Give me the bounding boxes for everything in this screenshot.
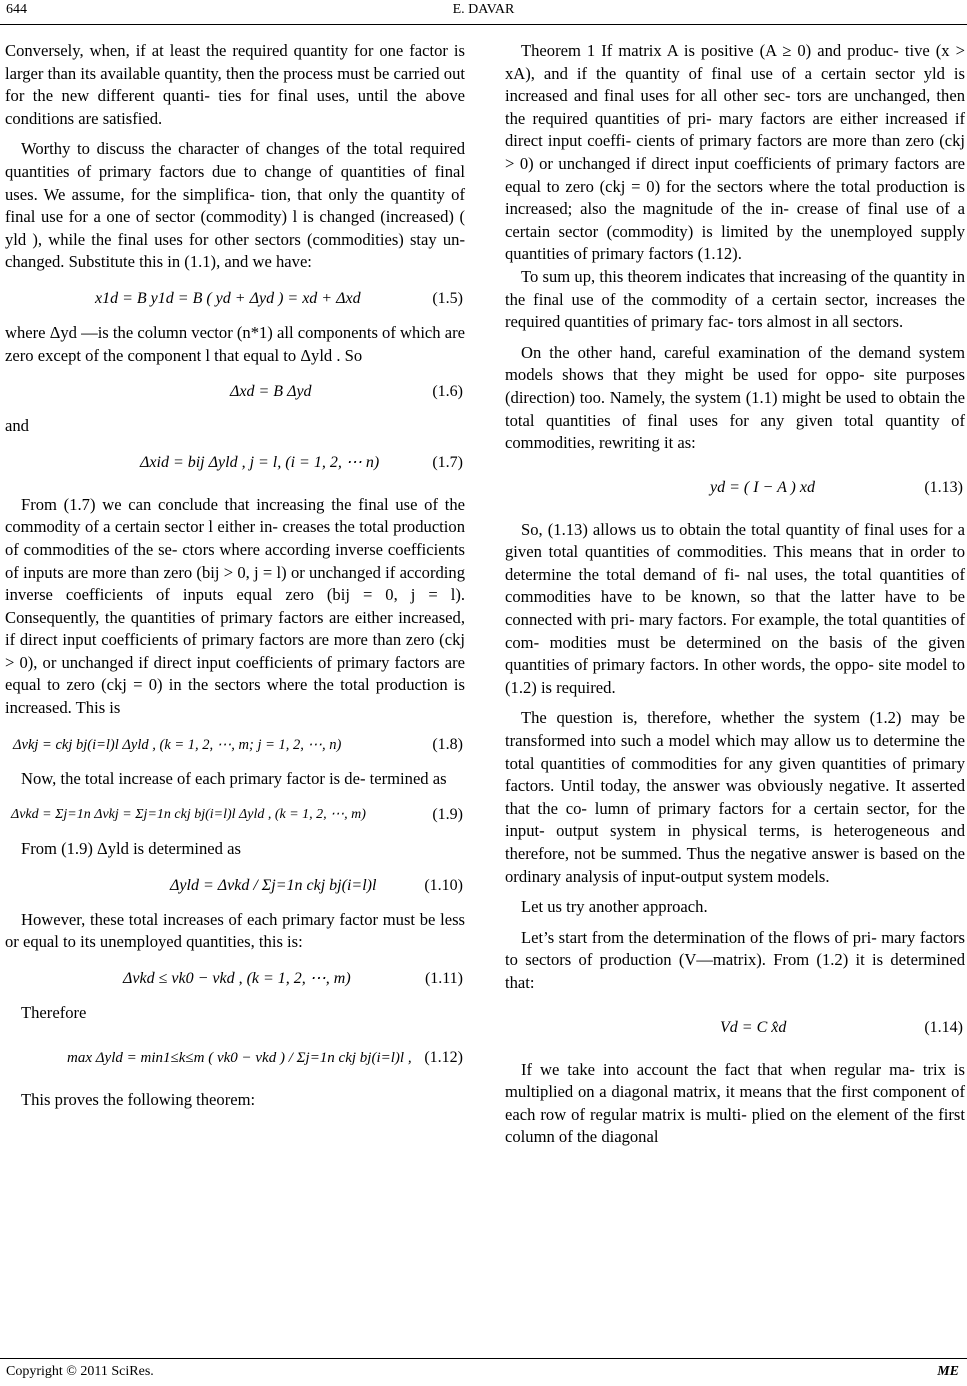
paragraph: Let’s start from the determination of the flows of pri- mary factors to sectors of production (V—matrix). From (1.2) it is determined that: [505, 927, 965, 992]
copyright-notice: Copyright © 2011 SciRes. [6, 1364, 154, 1379]
paragraph: Let us try another approach. [521, 897, 708, 917]
running-author: E. DAVAR [452, 2, 515, 17]
equation-number: (1.13) [924, 478, 963, 496]
equation-expression: yd = ( I − A ) xd [710, 478, 815, 496]
journal-abbreviation: ME [937, 1364, 959, 1379]
equation-expression: Δvkd = Σj=1n Δvkj = Σj=1n ckj bj(i=l)l Δyld , (k = 1, 2, ⋯, m) [11, 807, 366, 823]
right-column [505, 40, 965, 1149]
paragraph: Worthy to discuss the character of changes of the total required quantities of primary factors due to change of quantities of final uses. We assume, for the simplifica- tion, that only the quantity of final use for a one of sector (commodity) l is changed (increased) ( yld ), while the final uses for other sectors (commodities) stay un- changed. Substitute this in (1.1), and we have: [5, 139, 465, 272]
equation-number: (1.10) [424, 876, 463, 894]
equation-1-10 [5, 865, 465, 905]
equation-expression: Δxd = B Δyd [230, 383, 312, 401]
paragraph: From (1.7) we can conclude that increasing the final use of the commodity of a certain sector l either in- creases the total production of commodities of the se- ctors where according inverse coefficients of inputs are more than zero (bij > 0, j = l) or unchanged if according inverse coefficients of inputs equal zero (bij = 0, j = l). Consequently, the quantities of primary factors are either increased, if direct input coefficients of primary factors are more than zero (ckj > 0), or unchanged if direct input coefficients of primary factors are equal to zero (ckj = 0) in the sectors where the total production is increased. This is [5, 494, 465, 718]
page-number: 644 [6, 2, 27, 17]
paragraph: This proves the following theorem: [21, 1089, 256, 1109]
equation-number: (1.5) [432, 289, 463, 307]
paragraph: However, these total increases of each primary factor must be less or equal to its unemployed quantities, this is: [5, 909, 465, 952]
paragraph: So, (1.13) allows us to obtain the total quantity of final uses for a given total quantities of commodities. This means that in order to determine the total demand of fi- nal uses, the total quantities of commodities have to be known, so that the latter have to be connected with pri- mary factors. For example, the total quantities of com- modities must be determined on the basis of the given quantities of primary factors. In other words, the oppo- site model to (1.2) is required. [505, 519, 965, 697]
paragraph: From (1.9) Δyld is determined as [21, 839, 241, 859]
paragraph: Conversely, when, if at least the required quantity for one factor is larger than its available quantity, then the process must be carried out for the new different quanti- ties for final uses, until the above conditions are satisfied. [5, 41, 465, 128]
paragraph: To sum up, this theorem indicates that increasing of the quantity in the final use of the commodity of a certain sector, increases the required quantities of primary fac- tors almost in all sectors. [505, 266, 965, 332]
equation-1-12 [5, 1029, 465, 1085]
equation-expression: max Δyld = min1≤k≤m ( vk0 − vkd ) / Σj=1n ckj bj(i=l)l , [67, 1049, 412, 1066]
equation-expression: Δxid = bij Δyld , j = l, (i = 1, 2, ⋯ n) [140, 453, 380, 471]
equation-1-8 [5, 724, 465, 764]
footer-rule [0, 1358, 967, 1359]
paragraph: Therefore [21, 1003, 87, 1023]
equation-number: (1.14) [924, 1018, 963, 1036]
paragraph: The question is, therefore, whether the system (1.2) may be transformed into such a model which may allow us to determine the total quantities of commodities for any given quantities of primary factors. Until today, the answer was obviously negative. It asserted that the co- lumn of primary factors for a certain sector, for the input- output system in physical terms, is heterogeneous and therefore, not be summed. Thus the negative answer is based on the ordinary analysis of input-output system models. [505, 708, 965, 886]
equation-1-9 [5, 794, 465, 834]
header-rule [0, 24, 967, 25]
paragraph: where Δyd —is the column vector (n*1) all components of which are zero except of the component l that equal to Δyld . So [5, 322, 465, 365]
left-column [5, 40, 465, 1111]
equation-number: (1.6) [432, 383, 463, 401]
equation-number: (1.7) [432, 453, 463, 471]
equation-1-7 [5, 442, 465, 482]
paragraph: Now, the total increase of each primary factor is de- termined as [21, 768, 447, 788]
equation-expression: Δvkj = ckj bj(i=l)l Δyld , (k = 1, 2, ⋯, m; j = 1, 2, ⋯, n) [13, 736, 342, 753]
equation-number: (1.12) [424, 1048, 463, 1066]
equation-1-11 [5, 958, 465, 998]
page-header [0, 0, 967, 22]
equation-expression: Δyld = Δvkd / Σj=1n ckj bj(i=l)l [170, 876, 377, 894]
theorem-paragraph: Theorem 1 If matrix A is positive (A ≥ 0) and produc- tive (x > xA), and if the quantity of final use of a certain sector yld is increased and final uses for all other sec- tors are unchanged, then the required quantities of pri- mary factors are either increased if direct input coeffi- cients of primary factors are more than zero (ckj > 0) or unchanged if direct input coefficients of primary factors are equal to zero (ckj = 0) for the sectors where the total production is increased; also the magnitude of the in- crease of final use of a certain sector (commodity) is limited by the unemployed supply quantities of primary factors (1.12). [505, 41, 965, 264]
equation-1-14 [505, 999, 965, 1055]
equation-expression: Vd = C x̂d [720, 1018, 787, 1036]
paragraph: and [5, 416, 29, 436]
page-footer [0, 1364, 967, 1384]
paragraph: On the other hand, careful examination of the demand system models shows that they might be used for oppo- site purposes (direction) too. Namely, the system (1.1) might be used to obtain the total quantities of final uses for any given total quantity of commodities, rewriting it as: [505, 342, 965, 453]
equation-number: (1.11) [424, 970, 463, 988]
equation-1-6 [5, 371, 465, 411]
equation-number: (1.8) [432, 735, 463, 753]
equation-expression: Δvkd ≤ vk0 − vkd , (k = 1, 2, ⋯, m) [123, 970, 351, 988]
equation-number: (1.9) [432, 806, 463, 824]
paragraph: If we take into account the fact that when regular ma- trix is multiplied on a diagonal matrix, it means that the first component of each row of regular matrix is multi- plied on the element of the first column of the diagonal [505, 1059, 965, 1147]
equation-1-5 [5, 278, 465, 318]
equation-1-13 [505, 459, 965, 515]
equation-expression: x1d = B y1d = B ( yd + Δyd ) = xd + Δxd [95, 289, 361, 307]
